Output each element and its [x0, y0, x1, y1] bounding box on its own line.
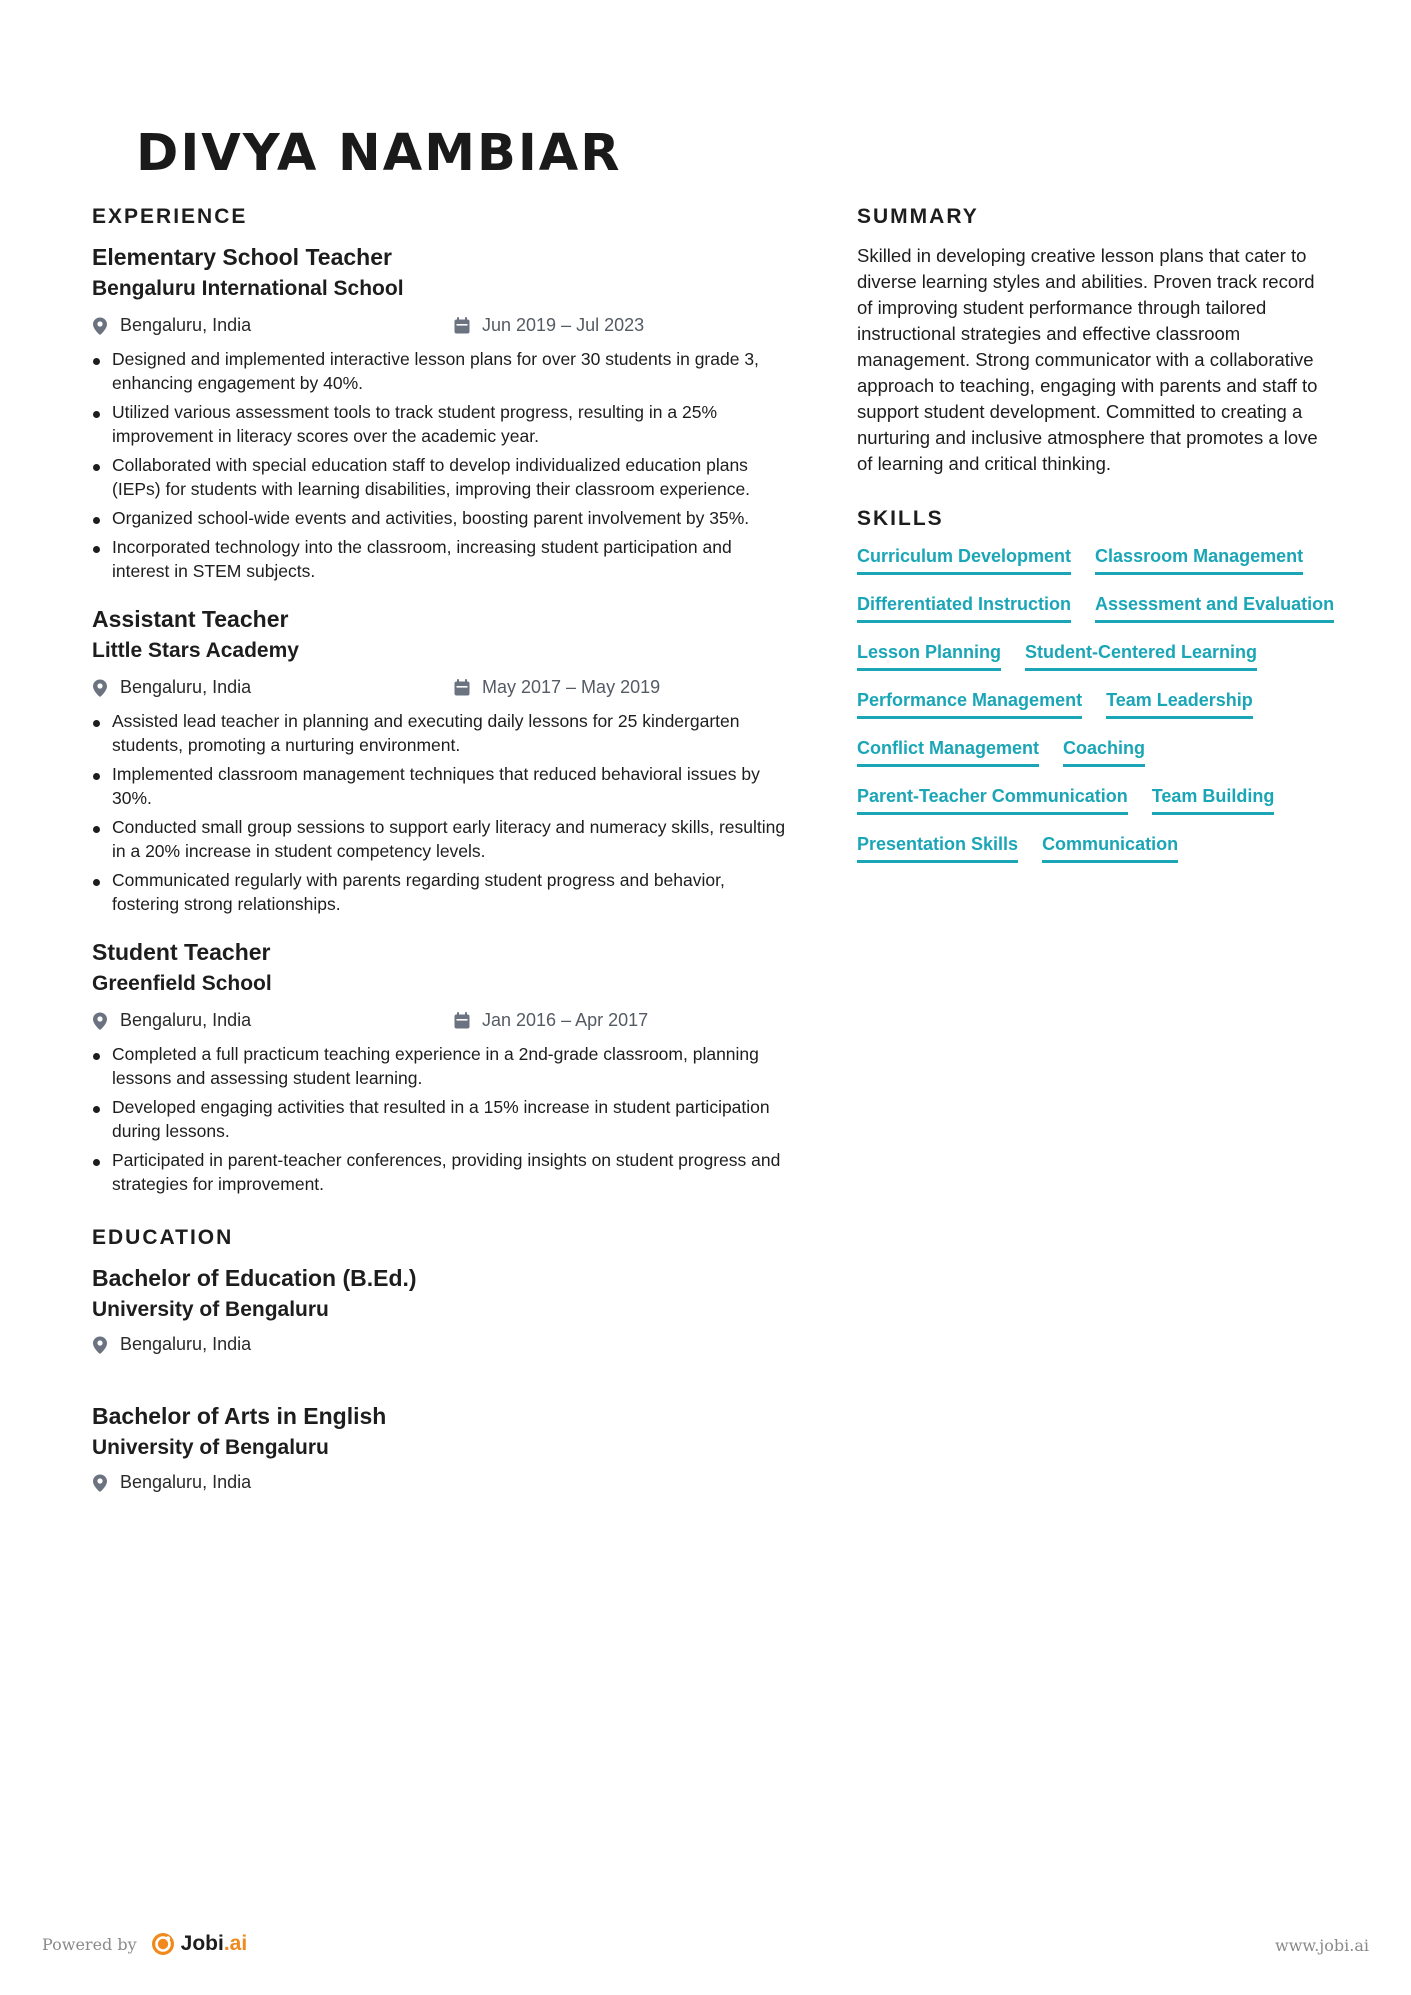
- bullet-item: Developed engaging activities that resulted in a 15% increase in student participation during lessons.: [92, 1095, 792, 1143]
- jobi-logo[interactable]: [151, 1932, 248, 1956]
- skills-heading: SKILLS: [857, 507, 944, 530]
- school-name: University of Bengaluru: [92, 1436, 329, 1459]
- experience-section: [92, 205, 792, 1196]
- left-column: [92, 205, 792, 1540]
- date-text: May 2017 – May 2019: [482, 677, 661, 697]
- logo-accent: .ai: [223, 1932, 248, 1955]
- location-text: Bengaluru, India: [120, 1472, 252, 1492]
- job-bullets: [92, 709, 792, 916]
- location-text: Bengaluru, India: [120, 677, 252, 697]
- summary-section: [857, 205, 1327, 477]
- map-pin-icon: [92, 679, 108, 697]
- calendar-icon: [454, 1012, 470, 1029]
- skill-tag: Conflict Management: [857, 737, 1039, 767]
- right-column: [857, 205, 1335, 863]
- bullet-item: Organized school-wide events and activities, boosting parent involvement by 35%.: [92, 506, 792, 530]
- job-meta: [92, 1008, 792, 1034]
- logo-main: Jobi: [180, 1932, 224, 1955]
- job-location: [92, 677, 251, 698]
- bullet-item: Conducted small group sessions to support early literacy and numeracy skills, resulting in a 20% increase in student competency levels.: [92, 815, 792, 863]
- bullet-item: Utilized various assessment tools to track student progress, resulting in a 25% improvement in literacy scores over the academic year.: [92, 400, 792, 448]
- skill-tag: Parent-Teacher Communication: [857, 785, 1128, 815]
- skill-tag: Classroom Management: [1095, 545, 1303, 575]
- summary-heading: SUMMARY: [857, 205, 979, 228]
- experience-heading: EXPERIENCE: [92, 205, 248, 228]
- job-bullets: [92, 347, 792, 583]
- location-text: Bengaluru, India: [120, 1010, 252, 1030]
- skill-tag: Differentiated Instruction: [857, 593, 1071, 623]
- bullet-item: Communicated regularly with parents regarding student progress and behavior, fostering strong relationships.: [92, 868, 792, 916]
- job-title: Student Teacher: [92, 939, 271, 965]
- map-pin-icon: [92, 1336, 108, 1354]
- skill-tag: Coaching: [1063, 737, 1145, 767]
- job-meta: [92, 313, 792, 339]
- bullet-item: Assisted lead teacher in planning and executing daily lessons for 25 kindergarten students, promoting a nurturing environment.: [92, 709, 792, 757]
- job-dates: [454, 1010, 648, 1031]
- education-entry: [92, 1264, 792, 1358]
- job-location: [92, 1010, 251, 1031]
- bullet-item: Designed and implemented interactive lesson plans for over 30 students in grade 3, enhancing engagement by 40%.: [92, 347, 792, 395]
- map-pin-icon: [92, 317, 108, 335]
- skill-tag: Assessment and Evaluation: [1095, 593, 1334, 623]
- job-entry: [92, 605, 792, 916]
- school-name: University of Bengaluru: [92, 1298, 329, 1321]
- education-section: [92, 1226, 792, 1496]
- degree-title: Bachelor of Arts in English: [92, 1403, 387, 1429]
- job-entry: [92, 938, 792, 1196]
- company-name: Little Stars Academy: [92, 639, 299, 662]
- degree-title: Bachelor of Education (B.Ed.): [92, 1265, 417, 1291]
- powered-by: [42, 1932, 247, 1956]
- education-meta: [92, 1470, 792, 1496]
- skill-tag: Curriculum Development: [857, 545, 1071, 575]
- job-entry: [92, 243, 792, 583]
- skills-section: [857, 507, 1335, 863]
- job-dates: [454, 677, 660, 698]
- skill-tag: Student-Centered Learning: [1025, 641, 1257, 671]
- skill-tag: Lesson Planning: [857, 641, 1001, 671]
- education-location: [92, 1472, 251, 1493]
- job-title: Elementary School Teacher: [92, 244, 392, 270]
- job-meta: [92, 675, 792, 701]
- location-text: Bengaluru, India: [120, 1334, 252, 1354]
- date-text: Jun 2019 – Jul 2023: [482, 315, 645, 335]
- company-name: Bengaluru International School: [92, 277, 404, 300]
- skill-tag: Team Building: [1152, 785, 1275, 815]
- bullet-item: Completed a full practicum teaching experience in a 2nd-grade classroom, planning lessons and assessing student learning.: [92, 1042, 792, 1090]
- bullet-item: Participated in parent-teacher conferences, providing insights on student progress and strategies for improvement.: [92, 1148, 792, 1196]
- education-entry: [92, 1402, 792, 1496]
- skill-tag: Team Leadership: [1106, 689, 1253, 719]
- map-pin-icon: [92, 1012, 108, 1030]
- logo-text: [181, 1932, 248, 1956]
- job-location: [92, 315, 251, 336]
- jobi-logo-icon: [151, 1932, 175, 1956]
- company-name: Greenfield School: [92, 972, 272, 995]
- skill-tag: Presentation Skills: [857, 833, 1018, 863]
- candidate-name: DIVYA NAMBIAR: [136, 124, 622, 183]
- calendar-icon: [454, 317, 470, 334]
- map-pin-icon: [92, 1474, 108, 1492]
- powered-by-text: Powered by: [42, 1934, 137, 1954]
- education-meta: [92, 1332, 792, 1358]
- skills-list: [857, 545, 1337, 863]
- education-heading: EDUCATION: [92, 1226, 234, 1249]
- date-text: Jan 2016 – Apr 2017: [482, 1010, 649, 1030]
- bullet-item: Incorporated technology into the classroom, increasing student participation and interest in STEM subjects.: [92, 535, 792, 583]
- summary-text: Skilled in developing creative lesson plans that cater to diverse learning styles and abilities. Proven track record of improving student performance through tailored instructional strategies and effective classroom management. Strong communicator with a collaborative approach to teaching, engaging with parents and staff to support student development. Committed to creating a nurturing and inclusive atmosphere that promotes a love of learning and critical thinking.: [857, 245, 1318, 474]
- calendar-icon: [454, 679, 470, 696]
- location-text: Bengaluru, India: [120, 315, 252, 335]
- education-location: [92, 1334, 251, 1355]
- skill-tag: Communication: [1042, 833, 1178, 863]
- footer-url[interactable]: www.jobi.ai: [1275, 1936, 1369, 1955]
- job-bullets: [92, 1042, 792, 1196]
- bullet-item: Collaborated with special education staff to develop individualized education plans (IEPs) for students with learning disabilities, improving their classroom experience.: [92, 453, 792, 501]
- job-title: Assistant Teacher: [92, 606, 289, 632]
- job-dates: [454, 315, 644, 336]
- bullet-item: Implemented classroom management techniques that reduced behavioral issues by 30%.: [92, 762, 792, 810]
- skill-tag: Performance Management: [857, 689, 1082, 719]
